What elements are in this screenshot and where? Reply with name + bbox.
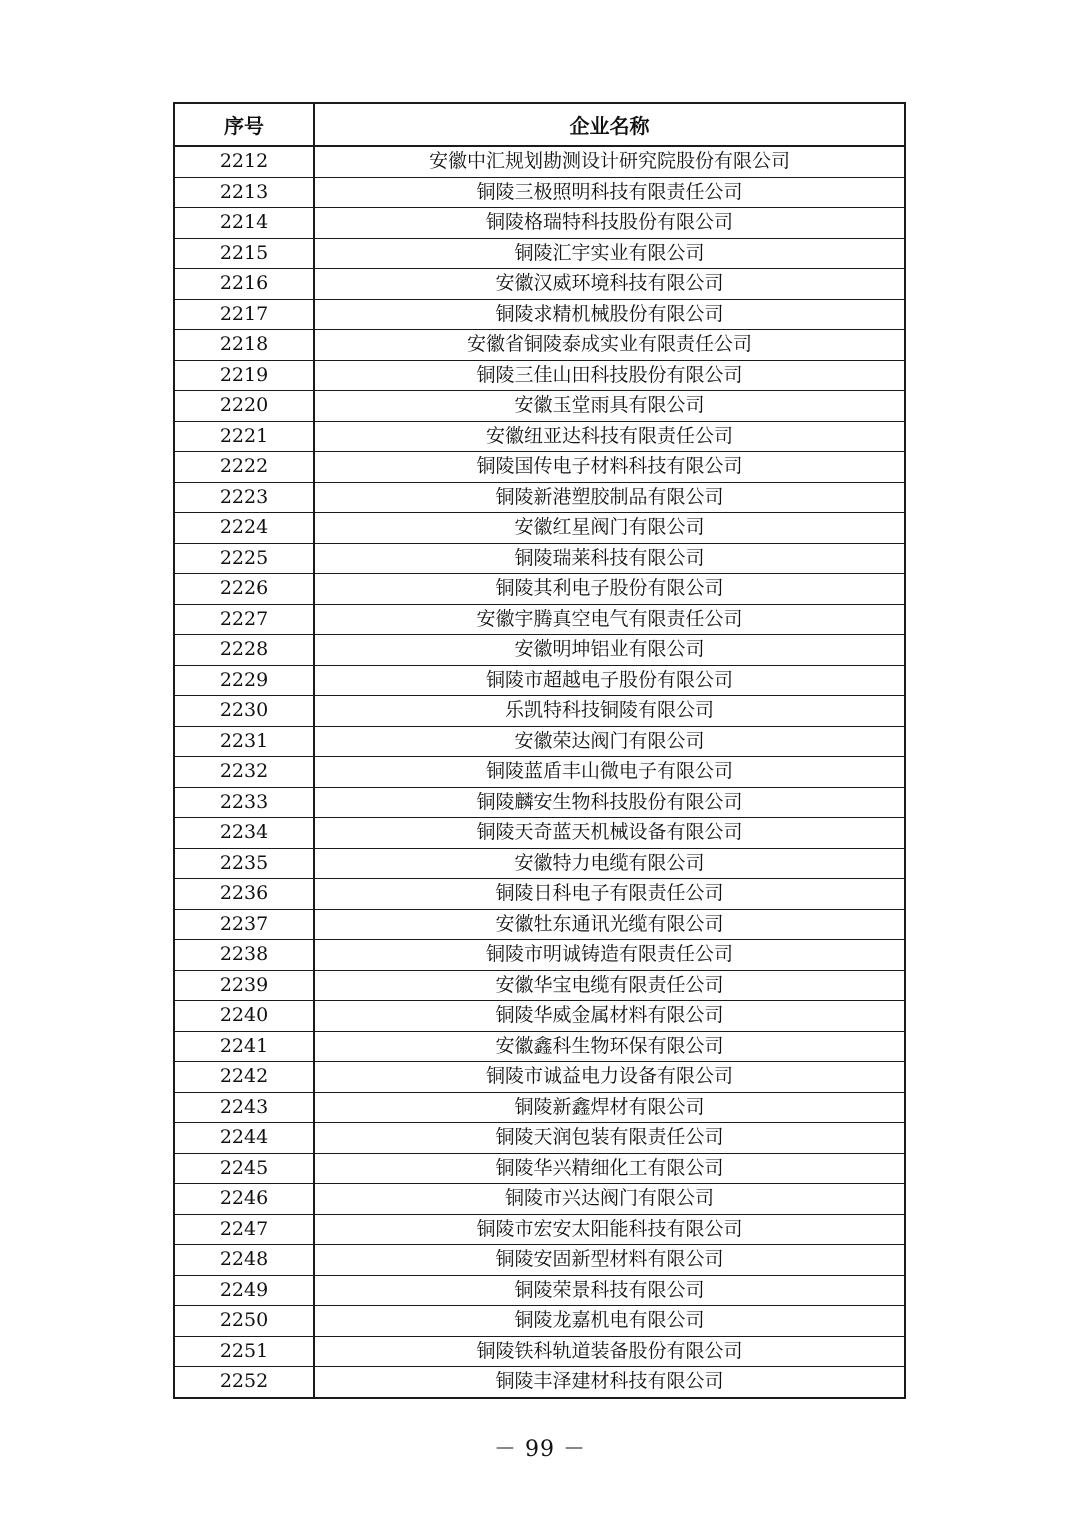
table-row (174, 1092, 905, 1123)
header-enterprise-name: 企业名称 (314, 103, 905, 146)
enterprise-name-cell: 铜陵麟安生物科技股份有限公司 (314, 787, 905, 818)
table-row (174, 1184, 905, 1215)
table-row (174, 787, 905, 818)
serial-number-cell: 2248 (174, 1245, 314, 1276)
table-row (174, 146, 905, 177)
enterprise-name-cell: 铜陵安固新型材料有限公司 (314, 1245, 905, 1276)
serial-number-cell: 2251 (174, 1336, 314, 1367)
table-row (174, 299, 905, 330)
enterprise-name-cell: 安徽华宝电缆有限责任公司 (314, 970, 905, 1001)
enterprise-name-cell: 安徽宇腾真空电气有限责任公司 (314, 604, 905, 635)
table-row (174, 1367, 905, 1398)
table-row (174, 757, 905, 788)
enterprise-name-cell: 铜陵市宏安太阳能科技有限公司 (314, 1214, 905, 1245)
table-row (174, 909, 905, 940)
enterprise-name-cell: 安徽荣达阀门有限公司 (314, 726, 905, 757)
serial-number-cell: 2214 (174, 208, 314, 239)
table-header (174, 103, 905, 146)
table-row (174, 1123, 905, 1154)
serial-number-cell: 2241 (174, 1031, 314, 1062)
table-row (174, 1214, 905, 1245)
enterprise-name-cell: 铜陵国传电子材料科技有限公司 (314, 452, 905, 483)
enterprise-name-cell: 铜陵日科电子有限责任公司 (314, 879, 905, 910)
enterprise-name-cell: 铜陵求精机械股份有限公司 (314, 299, 905, 330)
enterprise-name-cell: 铜陵三佳山田科技股份有限公司 (314, 360, 905, 391)
table-row (174, 269, 905, 300)
enterprise-name-cell: 铜陵丰泽建材科技有限公司 (314, 1367, 905, 1398)
table-row (174, 360, 905, 391)
serial-number-cell: 2217 (174, 299, 314, 330)
enterprise-name-cell: 铜陵华兴精细化工有限公司 (314, 1153, 905, 1184)
serial-number-cell: 2238 (174, 940, 314, 971)
enterprise-name-cell: 铜陵市兴达阀门有限公司 (314, 1184, 905, 1215)
table-row (174, 665, 905, 696)
enterprise-name-cell: 铜陵荣景科技有限公司 (314, 1275, 905, 1306)
enterprise-name-cell: 铜陵市明诚铸造有限责任公司 (314, 940, 905, 971)
serial-number-cell: 2219 (174, 360, 314, 391)
serial-number-cell: 2220 (174, 391, 314, 422)
table-row (174, 1062, 905, 1093)
enterprise-name-cell: 铜陵格瑞特科技股份有限公司 (314, 208, 905, 239)
enterprise-name-cell: 乐凯特科技铜陵有限公司 (314, 696, 905, 727)
table-row (174, 1153, 905, 1184)
serial-number-cell: 2236 (174, 879, 314, 910)
header-serial-number: 序号 (174, 103, 314, 146)
table-row (174, 513, 905, 544)
table-row (174, 604, 905, 635)
serial-number-cell: 2218 (174, 330, 314, 361)
serial-number-cell: 2250 (174, 1306, 314, 1337)
table-row (174, 1031, 905, 1062)
serial-number-cell: 2212 (174, 146, 314, 177)
serial-number-cell: 2227 (174, 604, 314, 635)
table-row (174, 970, 905, 1001)
serial-number-cell: 2240 (174, 1001, 314, 1032)
enterprise-name-cell: 安徽纽亚达科技有限责任公司 (314, 421, 905, 452)
table-row (174, 1245, 905, 1276)
serial-number-cell: 2239 (174, 970, 314, 1001)
serial-number-cell: 2234 (174, 818, 314, 849)
enterprise-name-cell: 安徽玉堂雨具有限公司 (314, 391, 905, 422)
table-row (174, 208, 905, 239)
table-row (174, 330, 905, 361)
serial-number-cell: 2225 (174, 543, 314, 574)
table-row (174, 421, 905, 452)
serial-number-cell: 2213 (174, 177, 314, 208)
enterprise-name-cell: 铜陵其利电子股份有限公司 (314, 574, 905, 605)
serial-number-cell: 2244 (174, 1123, 314, 1154)
serial-number-cell: 2229 (174, 665, 314, 696)
table-row (174, 391, 905, 422)
table-body (174, 146, 905, 1398)
table-row (174, 726, 905, 757)
page-number: － 99 － (494, 1437, 586, 1462)
serial-number-cell: 2226 (174, 574, 314, 605)
enterprise-name-cell: 安徽特力电缆有限公司 (314, 848, 905, 879)
table-row (174, 574, 905, 605)
serial-number-cell: 2242 (174, 1062, 314, 1093)
table-row (174, 543, 905, 574)
serial-number-cell: 2232 (174, 757, 314, 788)
enterprise-name-cell: 铜陵市超越电子股份有限公司 (314, 665, 905, 696)
table-row (174, 940, 905, 971)
serial-number-cell: 2247 (174, 1214, 314, 1245)
header-row (174, 103, 905, 146)
enterprise-name-cell: 安徽中汇规划勘测设计研究院股份有限公司 (314, 146, 905, 177)
serial-number-cell: 2243 (174, 1092, 314, 1123)
enterprise-name-cell: 安徽省铜陵泰成实业有限责任公司 (314, 330, 905, 361)
serial-number-cell: 2224 (174, 513, 314, 544)
enterprise-name-cell: 铜陵铁科轨道装备股份有限公司 (314, 1336, 905, 1367)
table-row (174, 879, 905, 910)
serial-number-cell: 2249 (174, 1275, 314, 1306)
serial-number-cell: 2221 (174, 421, 314, 452)
serial-number-cell: 2237 (174, 909, 314, 940)
enterprise-name-cell: 安徽红星阀门有限公司 (314, 513, 905, 544)
enterprise-name-cell: 铜陵蓝盾丰山微电子有限公司 (314, 757, 905, 788)
enterprise-name-cell: 安徽明坤铝业有限公司 (314, 635, 905, 666)
table-row (174, 452, 905, 483)
serial-number-cell: 2216 (174, 269, 314, 300)
serial-number-cell: 2235 (174, 848, 314, 879)
serial-number-cell: 2231 (174, 726, 314, 757)
serial-number-cell: 2246 (174, 1184, 314, 1215)
table-row (174, 848, 905, 879)
serial-number-cell: 2252 (174, 1367, 314, 1398)
table-row (174, 1306, 905, 1337)
enterprise-name-cell: 安徽鑫科生物环保有限公司 (314, 1031, 905, 1062)
table-row (174, 1275, 905, 1306)
enterprise-name-cell: 铜陵新鑫焊材有限公司 (314, 1092, 905, 1123)
enterprise-name-cell: 铜陵天奇蓝天机械设备有限公司 (314, 818, 905, 849)
serial-number-cell: 2233 (174, 787, 314, 818)
enterprise-name-cell: 铜陵汇宇实业有限公司 (314, 238, 905, 269)
serial-number-cell: 2245 (174, 1153, 314, 1184)
table-row (174, 482, 905, 513)
table-row (174, 1001, 905, 1032)
enterprise-name-cell: 铜陵瑞莱科技有限公司 (314, 543, 905, 574)
serial-number-cell: 2223 (174, 482, 314, 513)
enterprise-name-cell: 铜陵三极照明科技有限责任公司 (314, 177, 905, 208)
table-row (174, 818, 905, 849)
enterprise-name-cell: 铜陵新港塑胶制品有限公司 (314, 482, 905, 513)
serial-number-cell: 2230 (174, 696, 314, 727)
enterprise-name-cell: 铜陵天润包装有限责任公司 (314, 1123, 905, 1154)
table-row (174, 696, 905, 727)
table-row (174, 635, 905, 666)
enterprise-name-cell: 安徽汉威环境科技有限公司 (314, 269, 905, 300)
serial-number-cell: 2215 (174, 238, 314, 269)
enterprise-table (173, 102, 906, 1399)
table-row (174, 177, 905, 208)
serial-number-cell: 2222 (174, 452, 314, 483)
enterprise-name-cell: 铜陵市诚益电力设备有限公司 (314, 1062, 905, 1093)
enterprise-name-cell: 安徽牡东通讯光缆有限公司 (314, 909, 905, 940)
table-row (174, 1336, 905, 1367)
enterprise-name-cell: 铜陵华威金属材料有限公司 (314, 1001, 905, 1032)
enterprise-name-cell: 铜陵龙嘉机电有限公司 (314, 1306, 905, 1337)
serial-number-cell: 2228 (174, 635, 314, 666)
table-row (174, 238, 905, 269)
